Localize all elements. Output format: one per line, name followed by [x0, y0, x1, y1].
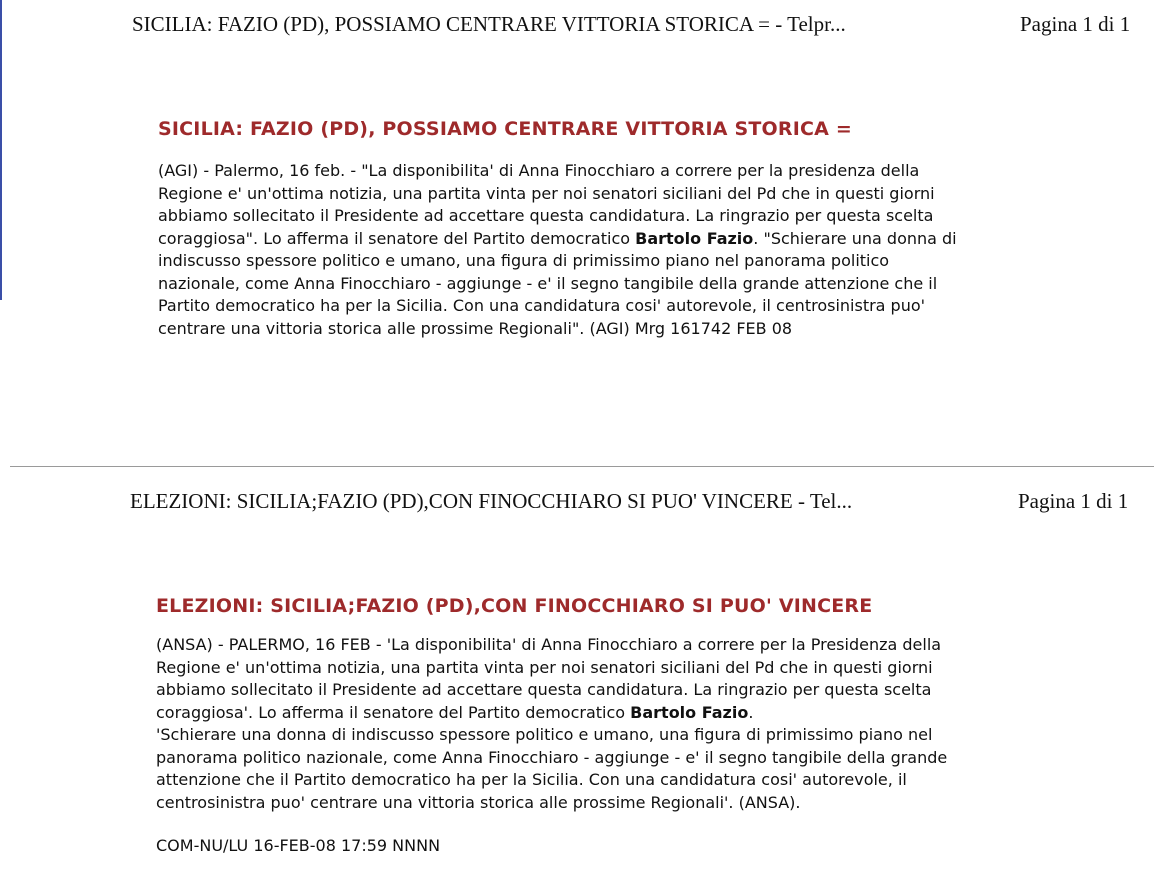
print-header-page-label: Pagina 1 di 1	[1018, 489, 1129, 513]
body-line: Regione e' un'ottima notizia, una partita vinta per noi senatori siciliani del Pd che in questi giorni	[158, 183, 935, 203]
print-header-title: SICILIA: FAZIO (PD), POSSIAMO CENTRARE VITTORIA STORICA = - Telpr...	[132, 12, 846, 36]
body-line: indiscusso spessore politico e umano, una figura di primissimo piano nel panorama politico	[158, 251, 890, 270]
print-header-title: ELEZIONI: SICILIA;FAZIO (PD),CON FINOCCHIARO SI PUO' VINCERE - Tel...	[130, 489, 853, 513]
print-header-page-label: Pagina 1 di 1	[1020, 12, 1131, 36]
body-line: Regione e' un'ottima notizia, una partita vinta per noi senatori siciliani del Pd che in questi giorni	[156, 657, 933, 677]
body-line: attenzione che il Partito democratico ha per la Sicilia. Con una candidatura cosi' autorevole, il	[156, 770, 907, 789]
article-footer-code: COM-NU/LU 16-FEB-08 17:59 NNNN	[156, 836, 441, 855]
body-line: centrare una vittoria storica alle prossime Regionali". (AGI) Mrg 161742 FEB 08	[158, 318, 793, 338]
body-text-segment: . "Schierare una donna di	[753, 228, 957, 248]
page-divider	[10, 466, 1154, 467]
author-name: Bartolo Fazio	[630, 702, 749, 722]
body-line: (ANSA) - PALERMO, 16 FEB - 'La disponibilita' di Anna Finocchiaro a correre per la Presidenza della	[156, 635, 942, 654]
body-line: (AGI) - Palermo, 16 feb. - "La disponibilita' di Anna Finocchiaro a correre per la presidenza della	[158, 161, 920, 180]
body-line: abbiamo sollecitato il Presidente ad accettare questa candidatura. La ringrazio per questa scelta	[158, 206, 934, 225]
body-line	[158, 228, 1118, 251]
author-name: Bartolo Fazio	[635, 228, 754, 248]
body-text-segment: coraggiosa'. Lo afferma il senatore del Partito democratico	[156, 702, 631, 722]
body-text-segment: .	[748, 702, 754, 722]
body-line: panorama politico nazionale, come Anna Finocchiaro - aggiunge - e' il segno tangibile della grande	[156, 747, 948, 767]
body-line: abbiamo sollecitato il Presidente ad accettare questa candidatura. La ringrazio per questa scelta	[156, 680, 932, 699]
article-headline: SICILIA: FAZIO (PD), POSSIAMO CENTRARE VITTORIA STORICA =	[158, 118, 852, 140]
body-line: Partito democratico ha per la Sicilia. Con una candidatura cosi' autorevole, il centrosinistra puo'	[158, 296, 926, 315]
article-agi	[158, 118, 1118, 340]
body-text-segment: coraggiosa". Lo afferma il senatore del Partito democratico	[158, 228, 636, 248]
body-line: nazionale, come Anna Finocchiaro - aggiunge - e' il segno tangibile della grande attenzione che il	[158, 273, 938, 293]
article-body	[158, 160, 1118, 340]
article-body	[156, 634, 1116, 814]
body-line: 'Schierare una donna di indiscusso spessore politico e umano, una figura di primissimo piano nel	[156, 725, 933, 744]
article-headline: ELEZIONI: SICILIA;FAZIO (PD),CON FINOCCHIARO SI PUO' VINCERE	[156, 595, 873, 617]
body-line: centrosinistra puo' centrare una vittoria storica alle prossime Regionali'. (ANSA).	[156, 792, 801, 812]
body-line	[156, 702, 1116, 725]
scan-edge-mark	[0, 0, 2, 300]
article-ansa	[156, 595, 1116, 855]
